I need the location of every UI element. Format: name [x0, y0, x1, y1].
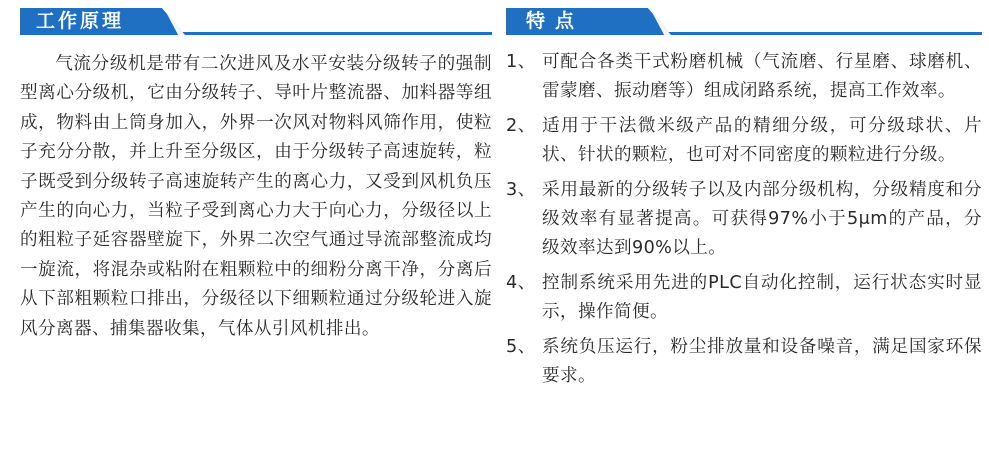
item-text: 控制系统采用先进的PLC自动化控制，运行状态实时显示，操作简便。 — [542, 272, 982, 323]
principle-paragraph — [20, 50, 492, 344]
list-item — [506, 176, 982, 264]
item-text: 适用于干法微米级产品的精细分级，可分级球状、片状、针状的颗粒，也可对不同密度的颗粒进行分级。 — [542, 115, 982, 166]
features-section — [506, 8, 982, 396]
section-title: 工作原理 — [36, 10, 125, 32]
item-text: 系统负压运行，粉尘排放量和设备噪音，满足国家环保要求。 — [542, 336, 982, 387]
working-principle-section — [20, 8, 492, 344]
item-number: 3、 — [506, 179, 536, 200]
item-number: 1、 — [506, 52, 536, 72]
item-text: 可配合各类干式粉磨机械（气流磨、行星磨、球磨机、雷蒙磨、振动磨等）组成闭路系统，提高工作效率。 — [542, 52, 982, 102]
header-stripe — [164, 8, 188, 35]
list-item — [506, 269, 982, 328]
item-text: 采用最新的分级转子以及内部分级机构，分级精度和分级效率有显著提高。可获得97%小于5μm的产品，分级效率达到90%以上。 — [542, 179, 982, 259]
feature-list — [506, 48, 982, 391]
list-item — [506, 48, 982, 107]
item-number: 5、 — [506, 336, 536, 357]
section-header — [506, 8, 982, 36]
item-number: 4、 — [506, 272, 536, 293]
section-header — [20, 8, 492, 36]
item-number: 2、 — [506, 115, 536, 136]
header-stripe — [650, 8, 674, 35]
list-item — [506, 333, 982, 392]
paragraph-text: 气流分级机是带有二次进风及水平安装分级转子的强制型离心分级机，它由分级转子、导叶片整流器、加料器等组成，物料由上筒身加入，外界一次风对物料风筛作用，使粒子充分分散，并上升至分级区，由于分级转子高速旋转，粒子既受到分级转子高速旋转产生的离心力，又受到风机负压产生的向心力，当粒子受到离心力大于向心力，分级径以上的粗粒子延容器壁旋下，外界二次空气通过导流部整流成均一旋流，将混杂或粘附在粗颗粒中的细粉分离干净，分离后从下部粗颗粒口排出，分级径以下细颗粒通过分级轮进入旋风分离器、捕集器收集，气体从引风机排出。 — [20, 54, 492, 339]
section-title: 特点 — [526, 10, 585, 32]
list-item — [506, 112, 982, 171]
